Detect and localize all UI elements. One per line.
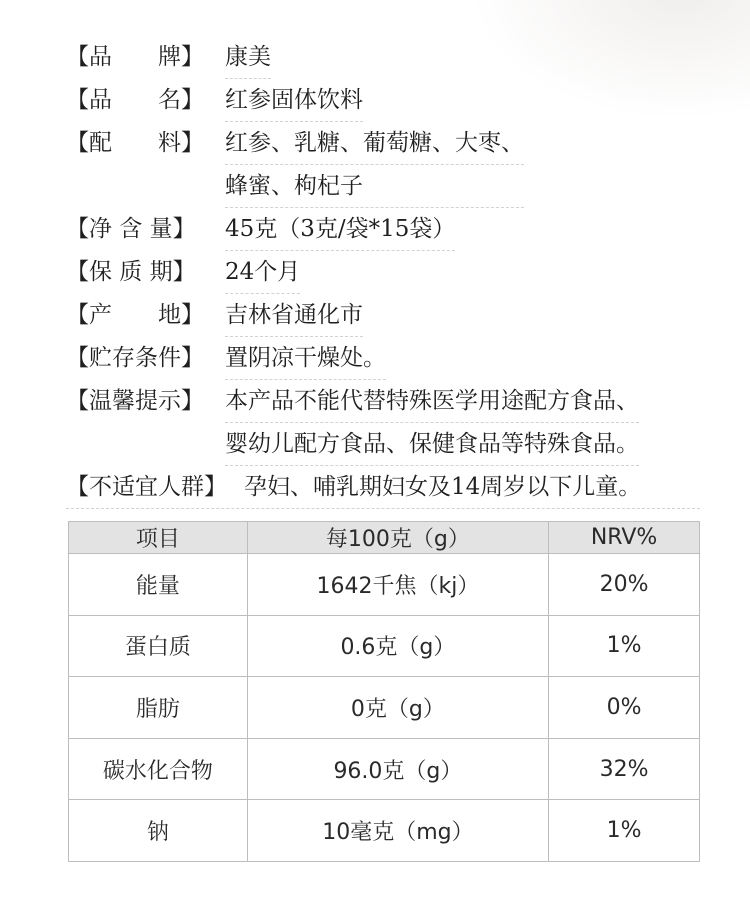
table-cell-nrv: 20% <box>549 554 700 616</box>
table-cell-item: 碳水化合物 <box>69 738 248 800</box>
spec-value <box>225 294 363 337</box>
spec-row-storage <box>66 337 700 380</box>
nutrition-table <box>68 521 700 862</box>
spec-row-ingredients <box>66 122 700 208</box>
spec-label: 【品 牌】 <box>66 44 204 70</box>
header-item: 项目 <box>69 522 248 554</box>
table-cell-nrv: 1% <box>549 615 700 677</box>
table-cell-amount: 96.0克（g） <box>247 738 549 800</box>
table-cell-nrv: 32% <box>549 738 700 800</box>
table-row <box>69 615 700 677</box>
spec-label: 【配 料】 <box>66 130 204 156</box>
spec-label: 【净 含 量】 <box>66 216 196 242</box>
spec-row-origin <box>66 294 700 337</box>
table-cell-amount: 0.6克（g） <box>247 615 549 677</box>
spec-value <box>225 380 639 466</box>
spec-label: 【贮存条件】 <box>66 345 204 371</box>
spec-value-line: 蜂蜜、枸杞子 <box>225 165 524 208</box>
spec-row-net-content <box>66 208 700 251</box>
header-per-100g: 每100克（g） <box>247 522 549 554</box>
spec-value <box>225 36 271 79</box>
spec-row-shelf-life <box>66 251 700 294</box>
spec-value <box>225 337 386 380</box>
spec-value-line: 康美 <box>225 36 271 79</box>
table-cell-nrv: 1% <box>549 800 700 862</box>
table-cell-amount: 1642千焦（kj） <box>247 554 549 616</box>
spec-value <box>225 208 455 251</box>
spec-label: 【温馨提示】 <box>66 388 204 414</box>
spec-value-line: 孕妇、哺乳期妇女及14周岁以下儿童。 <box>244 474 642 500</box>
table-cell-item: 能量 <box>69 554 248 616</box>
spec-value <box>225 251 300 294</box>
spec-value-line: 婴幼儿配方食品、保健食品等特殊食品。 <box>225 423 639 466</box>
table-cell-item: 脂肪 <box>69 677 248 739</box>
spec-value-line: 24个月 <box>225 251 300 294</box>
table-row <box>69 800 700 862</box>
spec-label: 【不适宜人群】 <box>66 474 227 500</box>
table-cell-amount: 10毫克（mg） <box>247 800 549 862</box>
spec-row-warning <box>66 380 700 466</box>
spec-label: 【保 质 期】 <box>66 259 196 285</box>
table-cell-item: 钠 <box>69 800 248 862</box>
spec-row-unsuitable-groups <box>66 466 700 509</box>
table-cell-nrv: 0% <box>549 677 700 739</box>
spec-label: 【产 地】 <box>66 302 204 328</box>
table-cell-amount: 0克（g） <box>247 677 549 739</box>
spec-row-brand <box>66 36 700 79</box>
spec-value <box>244 466 641 508</box>
table-cell-item: 蛋白质 <box>69 615 248 677</box>
header-nrv: NRV% <box>549 522 700 554</box>
product-spec-list <box>66 36 700 509</box>
table-header-row <box>69 522 700 554</box>
spec-value-line: 置阴凉干燥处。 <box>225 337 386 380</box>
table-row <box>69 738 700 800</box>
spec-label: 【品 名】 <box>66 87 204 113</box>
spec-value-line: 45克（3克/袋*15袋） <box>225 208 455 251</box>
table-row <box>69 677 700 739</box>
spec-value <box>225 122 524 208</box>
spec-value-line: 红参、乳糖、葡萄糖、大枣、 <box>225 122 524 165</box>
spec-row-product-name <box>66 79 700 122</box>
spec-value <box>225 79 363 122</box>
spec-value-line: 吉林省通化市 <box>225 294 363 337</box>
spec-value-line: 本产品不能代替特殊医学用途配方食品、 <box>225 380 639 423</box>
table-row <box>69 554 700 616</box>
spec-value-line: 红参固体饮料 <box>225 79 363 122</box>
